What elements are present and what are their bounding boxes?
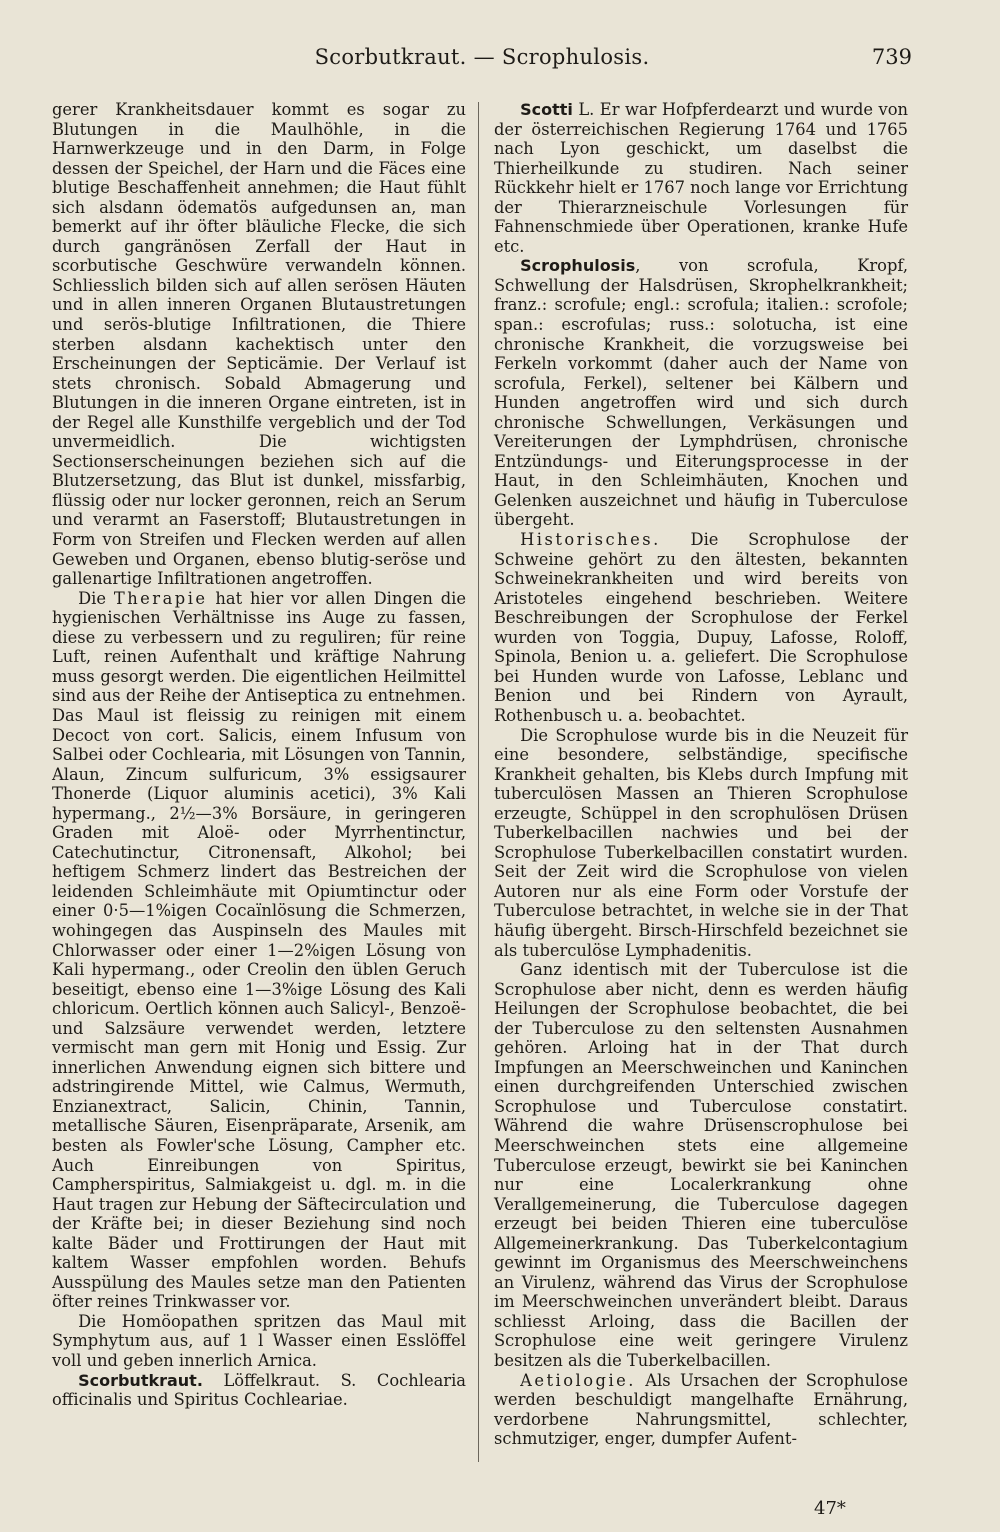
lemma-scotti: Scotti [520, 100, 573, 119]
right-column [494, 100, 908, 1449]
section-label-aetiologie: Aetiologie. [520, 1370, 636, 1390]
entry-scotti: Scotti L. Er war Hofpferdearzt und wurde von der österreichischen Regierung 1764 und 1765 nach Lyon geschickt, um daselbst die Thierheilkunde zu studiren. Nach seiner Rückkehr hielt er 1767 noch lange vor Errichtung der Thierarzneischule Vorlesungen für Fahnenschmiede über Operationen, kranke Hufe etc. [494, 100, 908, 256]
entry-scrophulosis: Scrophulosis, von scrofula, Kropf, Schwellung der Halsdrüsen, Skrophelkrankheit; franz.: scrofule; engl.: scrofula; italien.: scrofole; span.: escrofulas; russ.: solotucha, ist eine chronische Krankheit, die vorzugsweise bei Ferkeln vorkommt (daher auch der Name von scrofula, Ferkel), seltener bei Kälbern und Hunden angetroffen wird und sich durch chronische Schwellungen, Verkäsungen und Vereiterungen der Lymphdrüsen, chronische Entzündungs- und Eiterungsprocesse in der Haut, in den Schleimhäuten, Knochen und Gelenken auszeichnet und häufig in Tuberculose übergeht. [494, 256, 908, 530]
entry-scorbutkraut: Scorbutkraut. Löffelkraut. S. Cochlearia officinalis und Spiritus Cochleariae. [52, 1370, 466, 1410]
lemma-scorbutkraut: Scorbutkraut. [78, 1370, 203, 1390]
section-label-historisches: Historisches. [520, 530, 661, 550]
section-label-therapie: Therapie [113, 588, 208, 608]
paragraph-therapie: Die Therapie hat hier vor allen Dingen die hygienischen Verhältnisse ins Auge zu fassen, diese zu verbessern und zu reguliren; für reine Luft, reinen Aufenthalt und kräftige Nahrung muss gesorgt werden. Die eigentlichen Heilmittel sind aus der Reihe der Antiseptica zu entnehmen. Das Maul ist fleissig zu reinigen mit einem Decoct von cort. Salicis, einem Infusum von Salbei oder Cochlearia, mit Lösungen von Tannin, Alaun, Zincum sulfuricum, 3% essigsaurer Thonerde (Liquor aluminis acetici), 3% Kali hypermang., 2½—3% Borsäure, in geringeren Graden mit Aloë- oder Myrrhentinctur, Catechutinctur, Citronensaft, Alkohol; bei heftigem Schmerz lindert das Bestreichen der leidenden Schleimhäute mit Opiumtinctur oder einer 0·5—1%igen Cocaïnlösung die Schmerzen, wohingegen das Auspinseln des Maules mit Chlorwasser oder einer 1—2%igen Lösung von Kali hypermang., oder Creolin den üblen Geruch beseitigt, ebenso eine 1—3%ige Lösung des Kali chloricum. Oertlich können auch Salicyl-, Benzoë- und Salzsäure verwendet werden, letztere vermischt man gern mit Honig und Essig. Zur innerlichen Anwendung eignen sich bittere und adstringirende Mittel, wie Calmus, Wermuth, Enzianextract, Salicin, Chinin, Tannin, metallische Säuren, Eisenpräparate, Arsenik, am besten als Fowler'sche Lösung, Campher etc. Auch Einreibungen von Spiritus, Campherspiritus, Salmiakgeist u. dgl. m. in die Haut tragen zur Hebung der Säftecirculation und der Kräfte bei; in dieser Beziehung sind noch kalte Bäder und Frottirungen der Haut mit kaltem Wasser empfohlen worden. Behufs Ausspülung des Maules setze man den Patienten öfter reines Trinkwasser vor. [52, 588, 466, 1312]
paragraph-historisches: Historisches. Die Scrophulose der Schweine gehört zu den ältesten, bekannten Schweinekrankheiten und wird bereits von Aristoteles eingehend beschrieben. Weitere Beschreibungen der Scrophulose der Ferkel wurden von Toggia, Dupuy, Lafosse, Roloff, Spinola, Benion u. a. geliefert. Die Scrophulose bei Hunden wurde von Lafosse, Leblanc und Benion und bei Rindern von Ayrault, Rothenbusch u. a. beobachtet. [494, 530, 908, 725]
paragraph-neuzeit: Die Scrophulose wurde bis in die Neuzeit für eine besondere, selbständige, specifische Krankheit gehalten, bis Klebs durch Impfung mit tuberculösen Massen an Thieren Scrophulose erzeugte, Schüppel in den scrophulösen Drüsen Tuberkelbacillen nachwies und bei der Scrophulose Tuberkelbacillen constatirt wurden. Seit der Zeit wird die Scrophulose von vielen Autoren nur als eine Form oder Vorstufe der Tuberculose betrachtet, in welche sie in der That häufig übergeht. Birsch-Hirschfeld bezeichnet sie als tuberculöse Lymphadenitis. [494, 725, 908, 960]
paragraph-arloing: Ganz identisch mit der Tuberculose ist die Scrophulose aber nicht, denn es werden häufig Heilungen der Scrophulose beobachtet, die bei der Tuberculose zu den seltensten Ausnahmen gehören. Arloing hat in der That durch Impfungen an Meerschweinchen und Kaninchen einen durchgreifenden Unterschied zwischen Scrophulose und Tuberculose constatirt. Während die wahre Drüsenscrophulose bei Meerschweinchen stets eine allgemeine Tuberculose erzeugt, bewirkt sie bei Kaninchen nur eine Localerkrankung ohne Verallgemeinerung, die Tuberculose dagegen erzeugt bei beiden Thieren eine tuberculöse Allgemeinerkrankung. Das Tuberkelcontagium gewinnt im Organismus des Meerschweinchens an Virulenz, während das Virus der Scrophulose im Meerschweinchen unverändert bleibt. Daraus schliesst Arloing, dass die Bacillen der Scrophulose eine weit geringere Virulenz besitzen als die Tuberkelbacillen. [494, 960, 908, 1370]
paragraph-scorbut-course: gerer Krankheitsdauer kommt es sogar zu Blutungen in die Maulhöhle, in die Harnwerkzeuge und in den Darm, in Folge dessen der Speichel, der Harn und die Fäces eine blutige Beschaffenheit annehmen; die Haut fühlt sich alsdann ödematös aufgedunsen an, man bemerkt auf ihr öfter bläuliche Flecke, die sich durch gangränösen Zerfall der Haut in scorbutische Geschwüre verwandeln können. Schliesslich bilden sich auf allen serösen Häuten und in allen inneren Organen Blutaustretungen und serös-blutige Infiltrationen, die Thiere sterben alsdann kachektisch unter den Erscheinungen der Septicämie. Der Verlauf ist stets chronisch. Sobald Abmagerung und Blutungen in die inneren Organe eintreten, ist in der Regel alle Kunsthilfe vergeblich und der Tod unvermeidlich. Die wichtigsten Sectionserscheinungen beziehen sich auf die Blutzersetzung, das Blut ist dunkel, missfarbig, flüssig oder nur locker geronnen, reich an Serum und verarmt an Faserstoff; Blutaustretungen in Form von Streifen und Flecken werden auf allen Geweben und Organen, ebenso blutig-seröse und gallenartige Infiltrationen angetroffen. [52, 100, 466, 589]
lemma-scrophulosis: Scrophulosis [520, 256, 636, 276]
page-header [52, 45, 912, 77]
running-title: Scorbutkraut. — Scrophulosis. [314, 45, 650, 69]
paragraph-homoeopathie: Die Homöopathen spritzen das Maul mit Symphytum aus, auf 1 l Wasser einen Esslöffel voll und geben innerlich Arnica. [52, 1311, 466, 1370]
left-column [52, 100, 466, 1410]
sheet-signature: 47* [814, 1498, 846, 1519]
paragraph-aetiologie: Aetiologie. Als Ursachen der Scrophulose werden beschuldigt mangelhafte Ernährung, verdorbene Nahrungsmittel, schlechter, schmutziger, enger, dumpfer Aufent- [494, 1370, 908, 1449]
column-divider [478, 102, 479, 1462]
page-number: 739 [871, 45, 912, 69]
